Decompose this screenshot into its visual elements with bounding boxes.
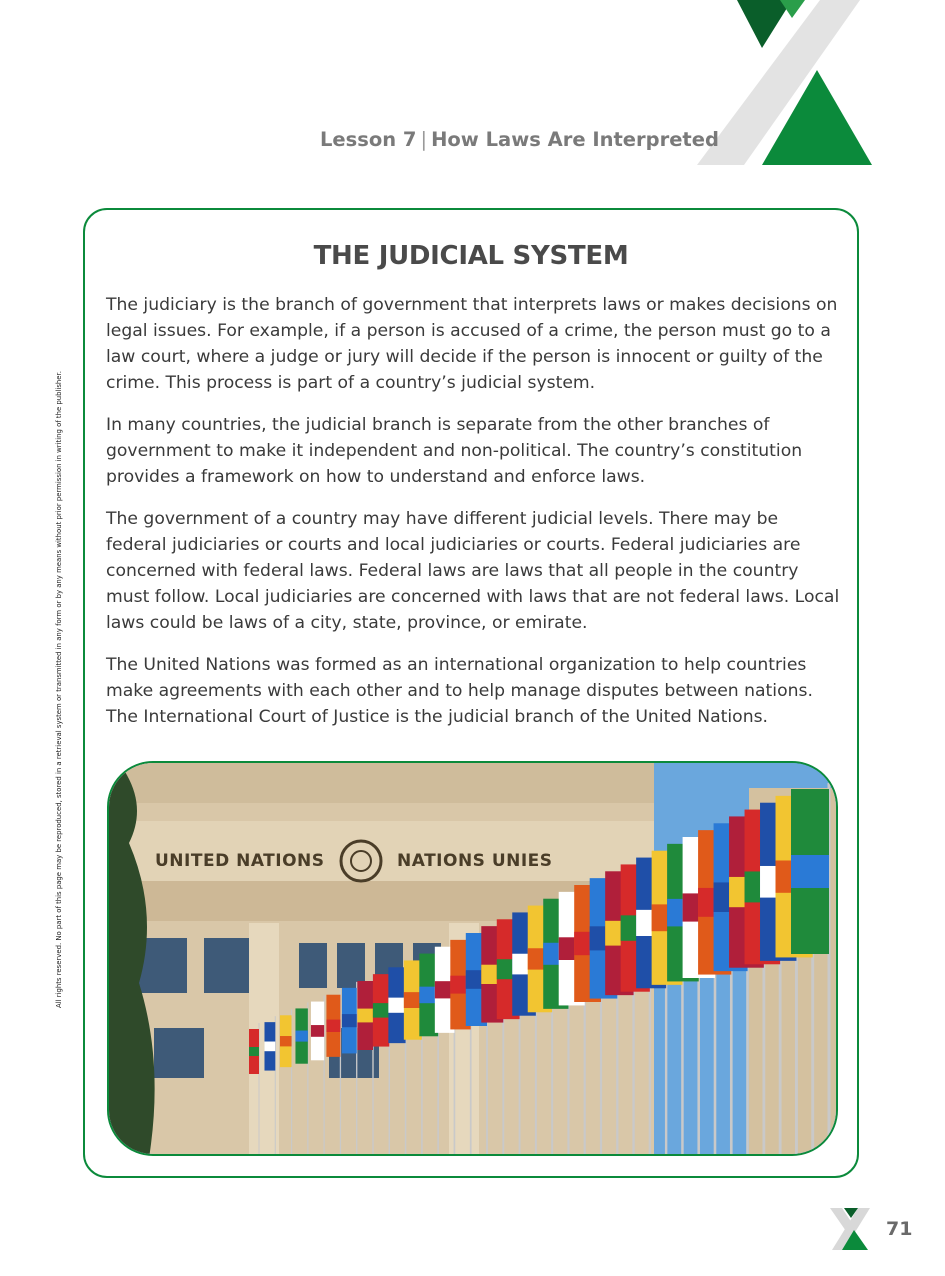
copyright-notice: All rights reserved. No part of this page may be reproduced, stored in a retrieval system or transmitted in any form or by any means without prior permission in writing of the publisher. xyxy=(55,371,63,1008)
united-nations-photo xyxy=(107,761,838,1156)
brand-logo-footer xyxy=(828,1206,876,1254)
page-number: 71 xyxy=(886,1218,913,1240)
section-title: THE JUDICIAL SYSTEM xyxy=(313,241,629,271)
paragraph-1: The judiciary is the branch of government that interprets laws or makes decisions on legal issues. For example, if a person is accused of a crime, the person must go to a law court, where a judge or jury will decide if the person is innocent or guilty of the crime. This process is part of a country’s judicial system. xyxy=(106,295,838,393)
paragraph-4: The United Nations was formed as an international organization to help countries make agreements with each other and to help manage disputes between nations. The International Court of Justice is the judicial branch of the United Nations. xyxy=(106,655,813,727)
lesson-topic: How Laws Are Interpreted xyxy=(431,128,719,151)
sign-left: UNITED NATIONS xyxy=(155,851,325,871)
header-separator: | xyxy=(420,128,428,151)
paragraph-2: In many countries, the judicial branch is separate from the other branches of government to make it independent and non-political. The country’s constitution provides a framework on how to understand and enforce laws. xyxy=(106,415,803,487)
paragraph-3: The government of a country may have different judicial levels. There may be federal judiciaries or courts and local judiciaries or courts. Federal judiciaries are concerned with federal laws. Federal laws are laws that all people in the country must follow. Local judiciaries are concerned with laws that are not federal laws. Local laws could be laws of a city, state, province, or emirate. xyxy=(106,509,840,633)
sign-right: NATIONS UNIES xyxy=(397,851,553,871)
lesson-header xyxy=(320,128,719,151)
lesson-number: Lesson 7 xyxy=(320,128,417,151)
